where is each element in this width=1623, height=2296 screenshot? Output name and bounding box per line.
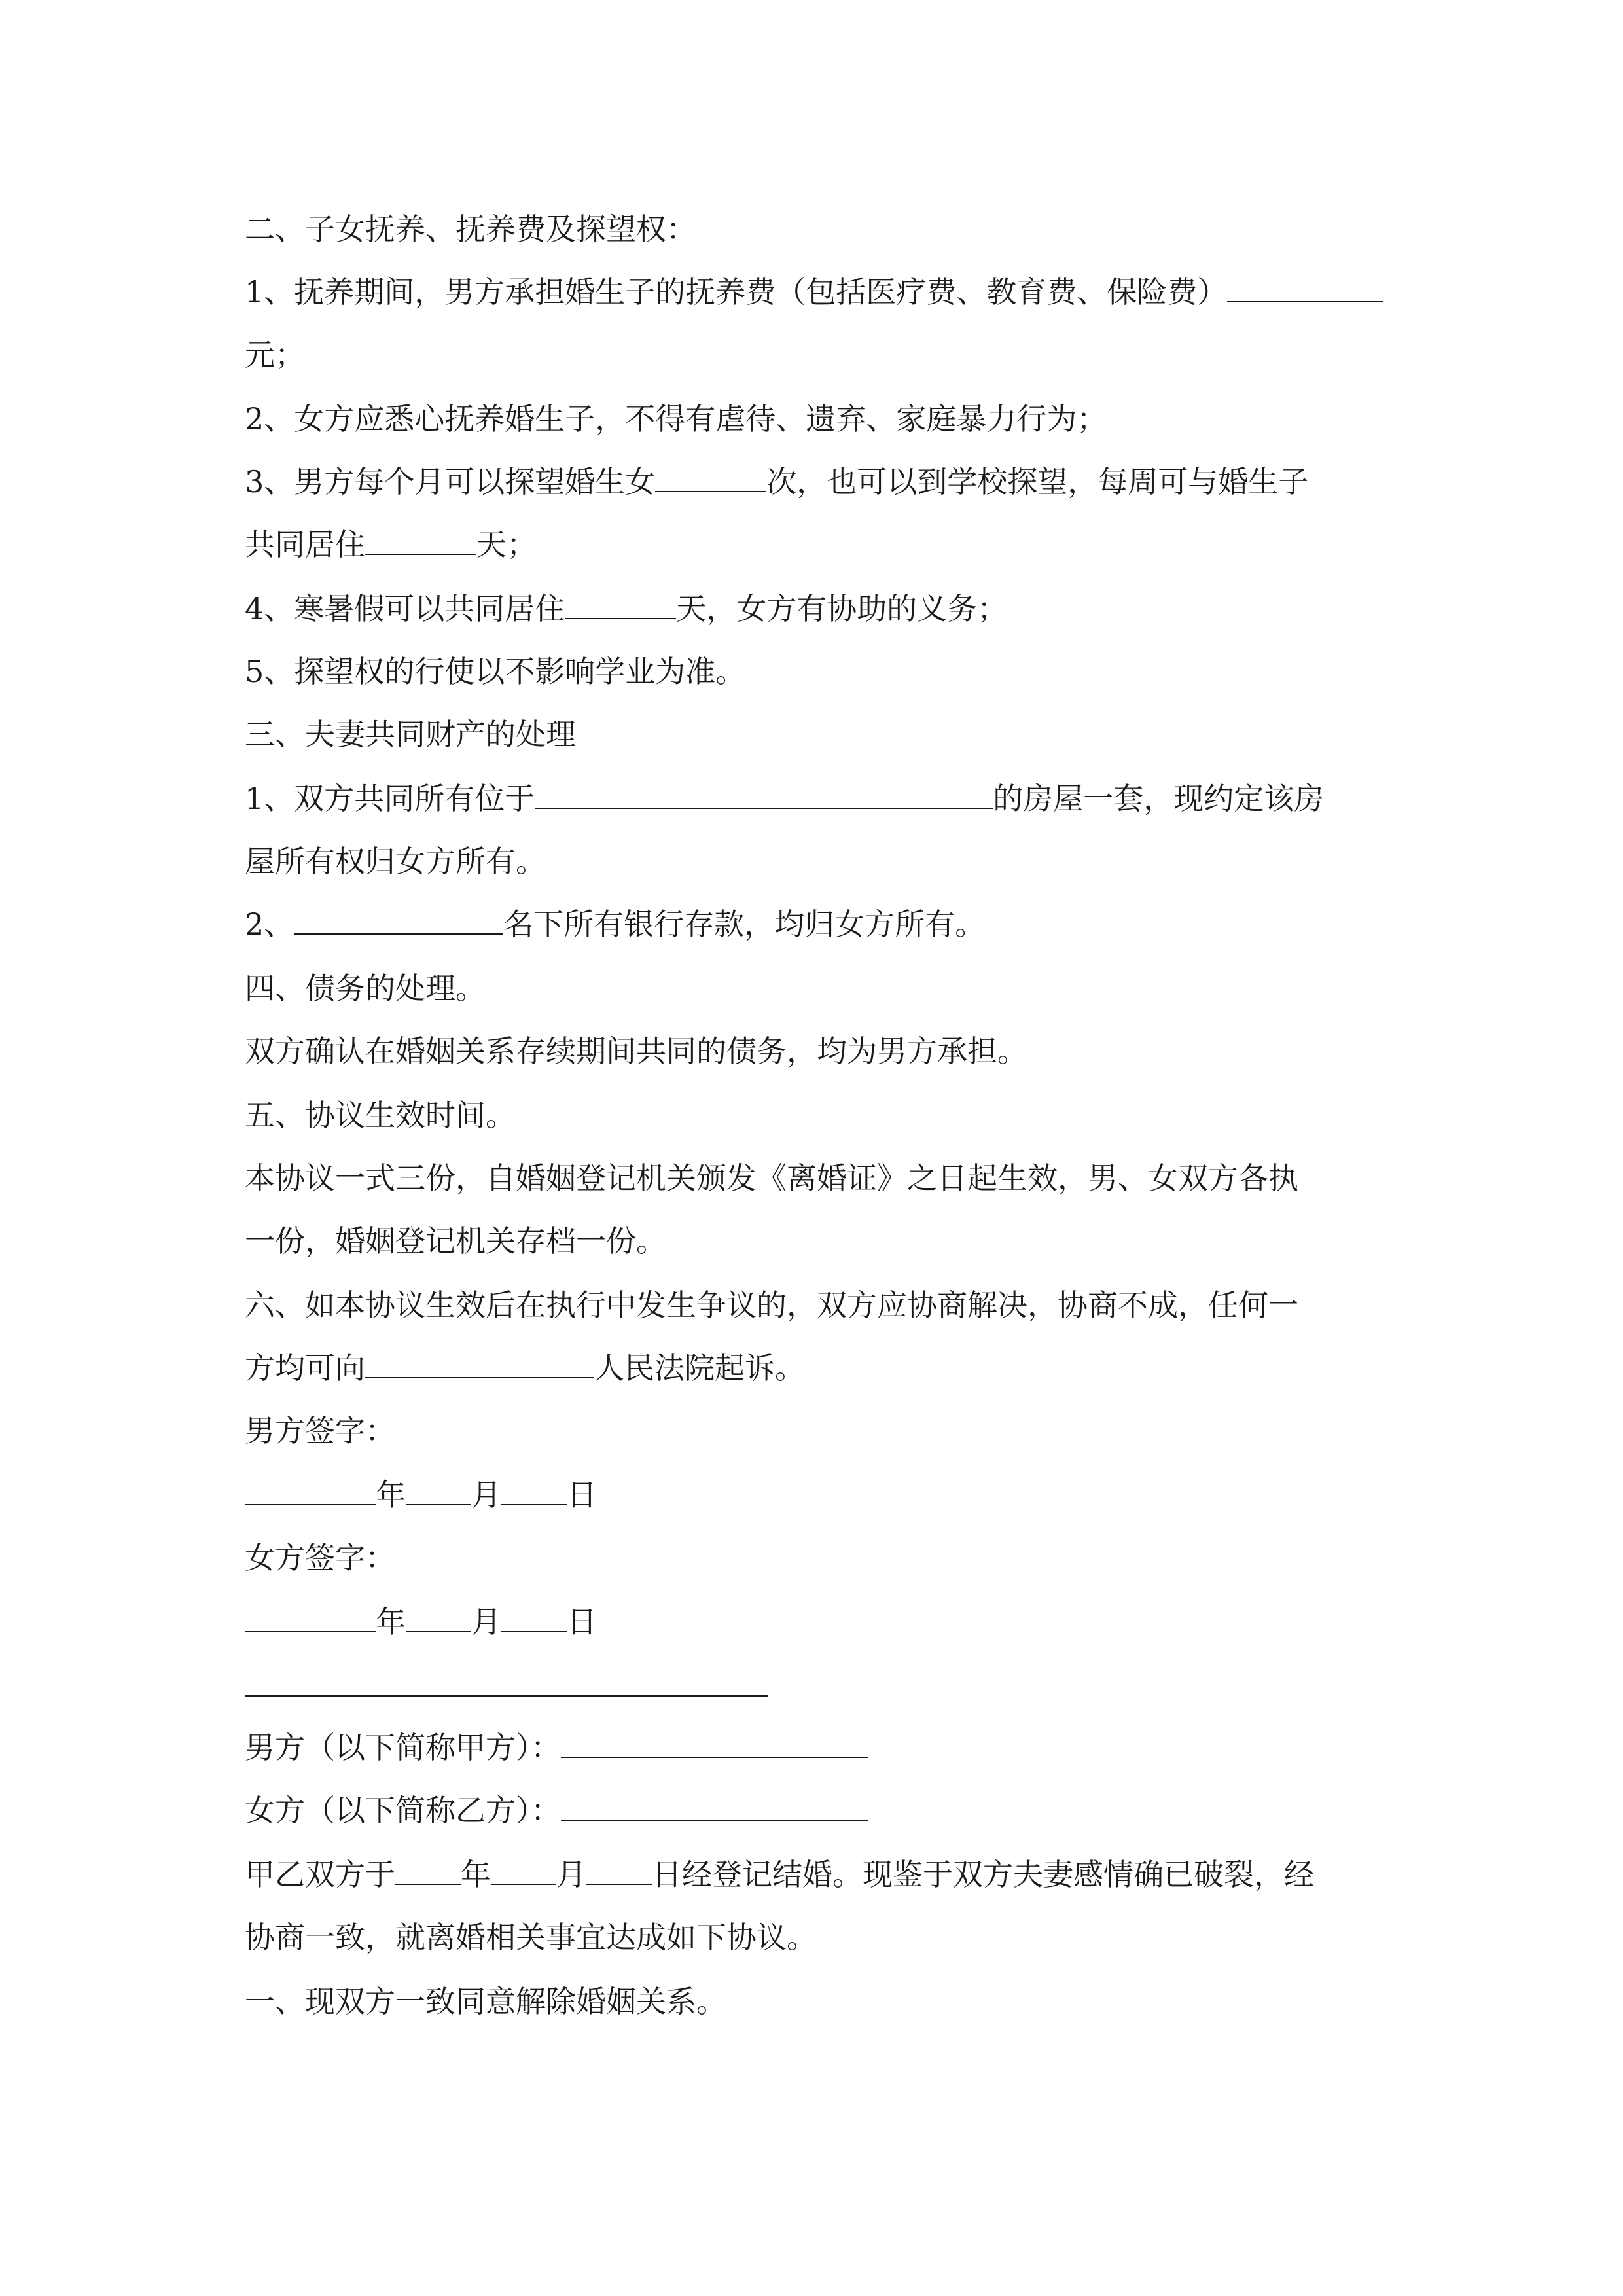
section-4-body: 双方确认在婚姻关系存续期间共同的债务，均为男方承担。	[245, 1033, 1027, 1069]
marriage-month-blank[interactable]	[491, 1856, 556, 1885]
party-b-name-blank[interactable]	[561, 1792, 868, 1821]
visits-blank[interactable]	[655, 463, 766, 492]
cohabit-days-blank[interactable]	[365, 526, 476, 555]
section-6-cont: 方均可向 人民法院起诉。	[245, 1350, 805, 1386]
female-signature-date: 年 月 日	[245, 1602, 1383, 1641]
section-4-heading: 四、债务的处理。	[245, 971, 486, 1006]
section-3-item-2: 2、 名下所有银行存款，均归女方所有。	[245, 906, 986, 942]
section-2-item-3: 3、男方每个月可以探望婚生女 次，也可以到学校探望，每周可与婚生子	[245, 464, 1309, 499]
section-3-item-1: 1、双方共同所有位于 的房屋一套，现约定该房	[245, 781, 1325, 816]
section-2-item-2: 2、女方应悉心抚养婚生子，不得有虐待、遗弃、家庭暴力行为；	[245, 401, 1107, 437]
section-2-item-1-cont: 元；	[245, 337, 305, 372]
female-year-blank[interactable]	[245, 1604, 376, 1632]
section-2-item-5: 5、探望权的行使以不影响学业为准。	[245, 654, 746, 689]
section-5-body-cont: 一份，婚姻登记机关存档一份。	[245, 1223, 666, 1259]
male-month-blank[interactable]	[406, 1477, 471, 1505]
house-location-blank[interactable]	[535, 780, 993, 809]
section-2-item-1: 1、抚养期间，男方承担婚生子的抚养费（包括医疗费、教育费、保险费）	[245, 272, 1383, 312]
section-2-heading: 二、子女抚养、抚养费及探望权：	[245, 211, 696, 247]
marriage-statement-cont: 协商一致，就离婚相关事宜达成如下协议。	[245, 1920, 817, 1955]
party-b-line: 女方（以下简称乙方）：	[245, 1791, 1383, 1830]
male-signature-date: 年 月 日	[245, 1475, 1383, 1515]
female-month-blank[interactable]	[406, 1604, 471, 1632]
male-year-blank[interactable]	[245, 1477, 376, 1505]
section-divider	[245, 1695, 768, 1697]
section-1-heading: 一、现双方一致同意解除婚姻关系。	[245, 1984, 726, 2019]
fee-blank[interactable]	[1227, 274, 1383, 302]
court-blank[interactable]	[365, 1350, 594, 1378]
party-a-line: 男方（以下简称甲方）：	[245, 1728, 1383, 1767]
marriage-day-blank[interactable]	[586, 1856, 652, 1885]
section-5-body: 本协议一式三份，自婚姻登记机关颁发《离婚证》之日起生效，男、女双方各执	[245, 1160, 1298, 1196]
marriage-year-blank[interactable]	[395, 1856, 461, 1885]
vacation-days-blank[interactable]	[565, 590, 676, 619]
section-2-item-3-cont: 共同居住 天；	[245, 527, 537, 562]
section-3-heading: 三、夫妻共同财产的处理	[245, 717, 576, 752]
section-2-item-4: 4、寒暑假可以共同居住 天，女方有协助的义务；	[245, 591, 1008, 626]
male-day-blank[interactable]	[501, 1477, 567, 1505]
section-6: 六、如本协议生效后在执行中发生争议的，双方应协商解决，协商不成，任何一	[245, 1287, 1298, 1323]
female-day-blank[interactable]	[501, 1604, 567, 1632]
marriage-statement: 甲乙双方于 年 月 日经登记结婚。现鉴于双方夫妻感情确已破裂，经	[245, 1857, 1314, 1892]
account-holder-blank[interactable]	[294, 906, 503, 935]
male-signature-label: 男方签字：	[245, 1413, 395, 1448]
section-3-item-1-cont: 屋所有权归女方所有。	[245, 844, 546, 879]
section-5-heading: 五、协议生效时间。	[245, 1098, 516, 1133]
party-a-name-blank[interactable]	[561, 1729, 868, 1758]
female-signature-label: 女方签字：	[245, 1540, 395, 1575]
